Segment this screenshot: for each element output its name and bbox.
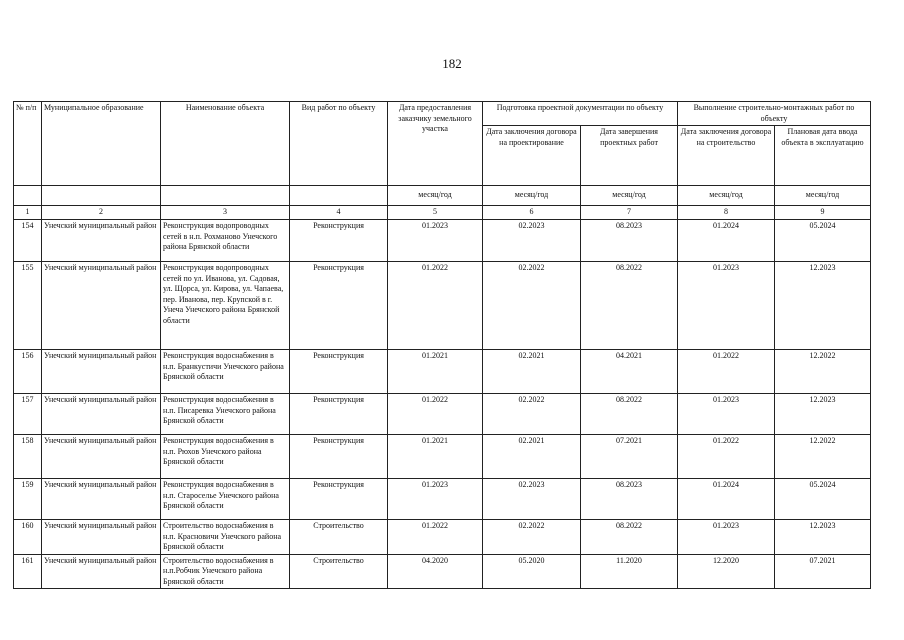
object-name-cell: Реконструкция водопроводных сетей в н.п. Рохманово Унечского района Брянской области <box>161 220 290 262</box>
construction-contract-cell: 01.2023 <box>678 262 775 350</box>
header-construction-group: Выполнение строительно-монтажных работ по объекту <box>678 102 871 126</box>
work-type-cell: Реконструкция <box>290 220 388 262</box>
work-type-cell: Реконструкция <box>290 262 388 350</box>
design-end-cell: 08.2023 <box>581 479 678 520</box>
municipality-cell: Унечский муниципальный район <box>42 479 161 520</box>
work-type-cell: Реконструкция <box>290 479 388 520</box>
design-end-cell: 04.2021 <box>581 350 678 394</box>
municipality-cell: Унечский муниципальный район <box>42 435 161 479</box>
header-construction-contract: Дата заключения договора на строительство <box>678 126 775 186</box>
work-type-cell: Строительство <box>290 554 388 589</box>
row-number: 161 <box>14 554 42 589</box>
construction-contract-cell: 12.2020 <box>678 554 775 589</box>
row-number: 159 <box>14 479 42 520</box>
column-number: 1 <box>14 206 42 220</box>
row-number: 156 <box>14 350 42 394</box>
land-date-cell: 01.2022 <box>388 262 483 350</box>
construction-contract-cell: 01.2023 <box>678 520 775 555</box>
land-date-cell: 01.2023 <box>388 220 483 262</box>
header-design-group: Подготовка проектной документации по объекту <box>483 102 678 126</box>
work-type-cell: Реконструкция <box>290 350 388 394</box>
header-object-name: Наименование объекта <box>161 102 290 186</box>
row-number: 158 <box>14 435 42 479</box>
design-contract-cell: 02.2022 <box>483 262 581 350</box>
header-work-type: Вид работ по объекту <box>290 102 388 186</box>
work-type-cell: Реконструкция <box>290 435 388 479</box>
commission-date-cell: 07.2021 <box>775 554 871 589</box>
work-type-cell: Строительство <box>290 520 388 555</box>
column-number: 9 <box>775 206 871 220</box>
column-number: 6 <box>483 206 581 220</box>
commission-date-cell: 12.2023 <box>775 262 871 350</box>
unit-label: месяц/год <box>678 186 775 206</box>
column-number: 4 <box>290 206 388 220</box>
unit-label: месяц/год <box>775 186 871 206</box>
design-contract-cell: 05.2020 <box>483 554 581 589</box>
object-name-cell: Реконструкция водопроводных сетей по ул. Иванова, ул. Садовая, ул. Щорса, ул. Кирова, ул. Чапаева, пер. Иванова, пер. Крупской в г. Унеча Унечского района Брянской области <box>161 262 290 350</box>
design-contract-cell: 02.2022 <box>483 520 581 555</box>
table-row <box>14 554 871 589</box>
construction-contract-cell: 01.2022 <box>678 350 775 394</box>
design-contract-cell: 02.2023 <box>483 479 581 520</box>
table-row <box>14 520 871 555</box>
land-date-cell: 01.2023 <box>388 479 483 520</box>
row-number: 157 <box>14 394 42 435</box>
object-name-cell: Строительство водоснабжения в н.п. Красновичи Унечского района Брянской области <box>161 520 290 555</box>
table-body <box>14 220 871 589</box>
land-date-cell: 01.2022 <box>388 520 483 555</box>
column-number: 2 <box>42 206 161 220</box>
land-date-cell: 01.2022 <box>388 394 483 435</box>
municipality-cell: Унечский муниципальный район <box>42 520 161 555</box>
land-date-cell: 01.2021 <box>388 350 483 394</box>
column-number: 7 <box>581 206 678 220</box>
land-date-cell: 04.2020 <box>388 554 483 589</box>
unit-label: месяц/год <box>483 186 581 206</box>
design-contract-cell: 02.2023 <box>483 220 581 262</box>
unit-spacer <box>14 186 42 206</box>
construction-contract-cell: 01.2024 <box>678 479 775 520</box>
header-municipality: Муниципальное образование <box>42 102 161 186</box>
design-end-cell: 11.2020 <box>581 554 678 589</box>
work-type-cell: Реконструкция <box>290 394 388 435</box>
row-number: 154 <box>14 220 42 262</box>
unit-label: месяц/год <box>388 186 483 206</box>
table-row <box>14 435 871 479</box>
design-end-cell: 08.2022 <box>581 394 678 435</box>
page-number: 182 <box>442 56 462 71</box>
column-number: 8 <box>678 206 775 220</box>
commission-date-cell: 12.2022 <box>775 350 871 394</box>
commission-date-cell: 12.2022 <box>775 435 871 479</box>
header-design-contract: Дата заключения договора на проектирование <box>483 126 581 186</box>
object-name-cell: Строительство водоснабжения в н.п.Робчик Унечского района Брянской области <box>161 554 290 589</box>
row-number: 160 <box>14 520 42 555</box>
construction-contract-cell: 01.2024 <box>678 220 775 262</box>
municipality-cell: Унечский муниципальный район <box>42 220 161 262</box>
design-end-cell: 08.2022 <box>581 262 678 350</box>
municipality-cell: Унечский муниципальный район <box>42 394 161 435</box>
construction-contract-cell: 01.2023 <box>678 394 775 435</box>
land-date-cell: 01.2021 <box>388 435 483 479</box>
objects-table <box>13 101 871 589</box>
object-name-cell: Реконструкция водоснабжения в н.п. Староселье Унечского района Брянской области <box>161 479 290 520</box>
header-land-date: Дата предоставления заказчику земельного участка <box>388 102 483 186</box>
design-contract-cell: 02.2021 <box>483 435 581 479</box>
municipality-cell: Унечский муниципальный район <box>42 262 161 350</box>
design-contract-cell: 02.2022 <box>483 394 581 435</box>
unit-spacer <box>161 186 290 206</box>
unit-label: месяц/год <box>581 186 678 206</box>
construction-contract-cell: 01.2022 <box>678 435 775 479</box>
header-commission-date: Плановая дата ввода объекта в эксплуатацию <box>775 126 871 186</box>
table-row <box>14 220 871 262</box>
column-number: 3 <box>161 206 290 220</box>
design-contract-cell: 02.2021 <box>483 350 581 394</box>
commission-date-cell: 05.2024 <box>775 220 871 262</box>
design-end-cell: 08.2022 <box>581 520 678 555</box>
object-name-cell: Реконструкция водоснабжения в н.п. Бранкустичи Унечского района Брянской области <box>161 350 290 394</box>
commission-date-cell: 12.2023 <box>775 394 871 435</box>
table-row <box>14 262 871 350</box>
commission-date-cell: 12.2023 <box>775 520 871 555</box>
municipality-cell: Унечский муниципальный район <box>42 350 161 394</box>
object-name-cell: Реконструкция водоснабжения в н.п. Писаревка Унечского района Брянской области <box>161 394 290 435</box>
municipality-cell: Унечский муниципальный район <box>42 554 161 589</box>
design-end-cell: 08.2023 <box>581 220 678 262</box>
table-row <box>14 350 871 394</box>
design-end-cell: 07.2021 <box>581 435 678 479</box>
row-number: 155 <box>14 262 42 350</box>
header-no: № п/п <box>14 102 42 186</box>
table-row <box>14 479 871 520</box>
unit-spacer <box>290 186 388 206</box>
column-number: 5 <box>388 206 483 220</box>
object-name-cell: Реконструкция водоснабжения в н.п. Рюхов Унечского района Брянской области <box>161 435 290 479</box>
table-row <box>14 394 871 435</box>
header-design-end: Дата завершения проектных работ <box>581 126 678 186</box>
commission-date-cell: 05.2024 <box>775 479 871 520</box>
unit-spacer <box>42 186 161 206</box>
